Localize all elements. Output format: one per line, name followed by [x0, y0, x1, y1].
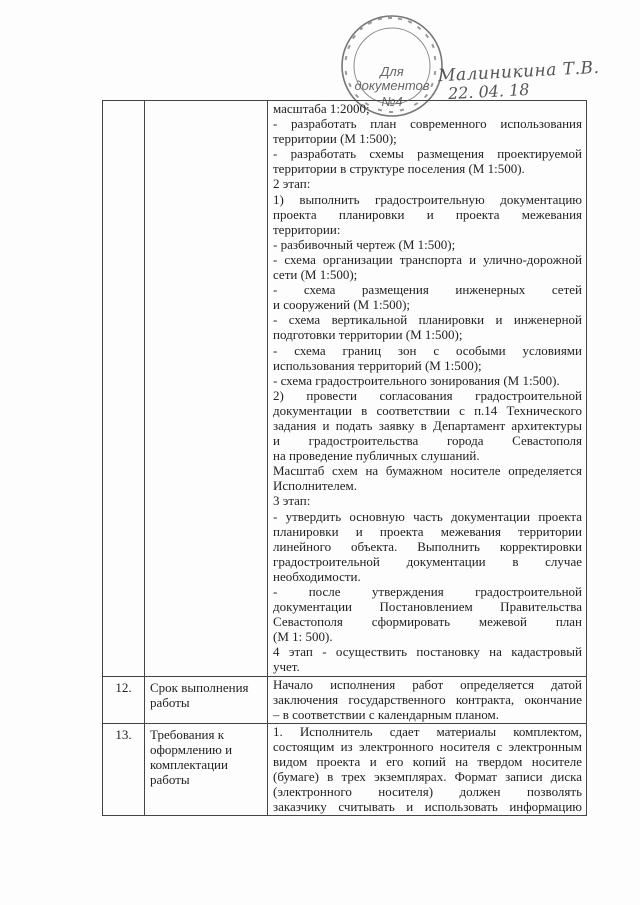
signature-name: Малиникина Т.В.: [437, 57, 600, 87]
description-line: - разбивочный чертеж (М 1:500);: [273, 236, 456, 252]
description-line: - схема градостроительного зонирования (М 1:500).: [273, 372, 560, 388]
description-line: 4 этап - осуществить постановку на кадастровый: [273, 644, 582, 660]
table-row: [103, 723, 587, 816]
description-line: на проведение публичных слушаний.: [273, 448, 480, 464]
description-line: и градостроительства города Севастополя: [273, 433, 582, 449]
signature-date: 22. 04. 18: [447, 79, 530, 104]
description-line: подготовки территории (М 1:500);: [273, 327, 463, 343]
description-line: - схема организации транспорта и улично-дорожной: [273, 251, 582, 267]
description-line: задания и подать заявку в Департамент архитектуры: [273, 417, 582, 433]
description-line: - схема границ зон с особыми условиями: [273, 342, 582, 358]
description-line: и сооружений (М 1:500);: [273, 297, 411, 313]
description-line: документации в соответствии с п.14 Технического: [273, 402, 582, 418]
description-line: проекта планировки и проекта межевания: [273, 206, 582, 222]
description-line: заключения государственного контракта, окончание: [273, 691, 582, 707]
stamp-text-line2: документов: [354, 78, 430, 93]
description-line: градостроительной документации в случае: [273, 553, 582, 569]
requirements-table: [102, 100, 587, 816]
description-line: территории (М 1:500);: [273, 131, 397, 147]
description-line: – в соответствии с календарным планом.: [273, 706, 500, 722]
description-line: учет.: [273, 659, 300, 675]
description-line: 1) выполнить градостроительную документацию: [273, 191, 582, 207]
description-line: Масштаб схем на бумажном носителе определяется: [273, 463, 582, 479]
description-line: документации Постановлением Правительства: [273, 599, 582, 615]
table-row: [103, 101, 587, 677]
description-line: территории в структуре поселения (М 1:500).: [273, 161, 525, 177]
row-number: 13.: [103, 723, 145, 816]
description-line: - после утверждения градостроительной: [273, 584, 582, 599]
description-line: видом проекта и его копий на твердом носителе: [273, 754, 582, 770]
table-row: [103, 676, 587, 723]
description-line: необходимости.: [273, 568, 361, 584]
row-description: [268, 676, 587, 723]
row-description: [268, 101, 587, 677]
description-line: масштаба 1:2000;: [273, 101, 370, 116]
row-title: Срок выполнения работы: [145, 676, 268, 723]
stamp-text-line3: №4: [381, 94, 403, 109]
description-line: - схема размещения инженерных сетей: [273, 282, 582, 298]
row-description: [268, 723, 587, 816]
description-line: Севастополя сформировать межевой план: [273, 614, 582, 630]
row-title: Требования к оформлению и комплектации работы: [145, 723, 268, 816]
description-line: 3 этап:: [273, 493, 311, 509]
description-line: - разработать схемы размещения проектируемой: [273, 146, 582, 162]
description-line: (электронного носителя) должен позволять: [273, 784, 582, 800]
description-line: 2) провести согласования градостроительной: [273, 387, 582, 403]
description-line: заказчику считывать и использовать информацию: [273, 799, 582, 815]
description-line: территории:: [273, 221, 341, 237]
stamp-text-line1: Для: [380, 64, 404, 79]
description-line: линейного объекта. Выполнить корректировки: [273, 538, 582, 554]
description-line: (бумаге) в трех экземплярах. Формат записи диска: [273, 769, 582, 785]
row-number: 12.: [103, 676, 145, 723]
row-title: [145, 101, 268, 677]
description-line: - схема вертикальной планировки и инженерной: [273, 312, 582, 328]
description-line: Исполнителем.: [273, 478, 358, 494]
description-line: сети (М 1:500);: [273, 267, 358, 283]
description-line: планировки и проекта межевания территории: [273, 523, 582, 539]
description-line: состоящим из электронного носителя с электронным: [273, 738, 582, 754]
description-line: Начало исполнения работ определяется датой: [273, 676, 582, 692]
description-line: - утвердить основную часть документации проекта: [273, 508, 582, 524]
row-number: [103, 101, 145, 677]
description-line: 1. Исполнитель сдает материалы комплектом,: [273, 723, 582, 739]
description-line: использования территорий (М 1:500);: [273, 357, 482, 373]
description-line: (М 1: 500).: [273, 629, 333, 645]
description-line: - разработать план современного использования: [273, 116, 582, 132]
description-line: 2 этап:: [273, 176, 311, 192]
